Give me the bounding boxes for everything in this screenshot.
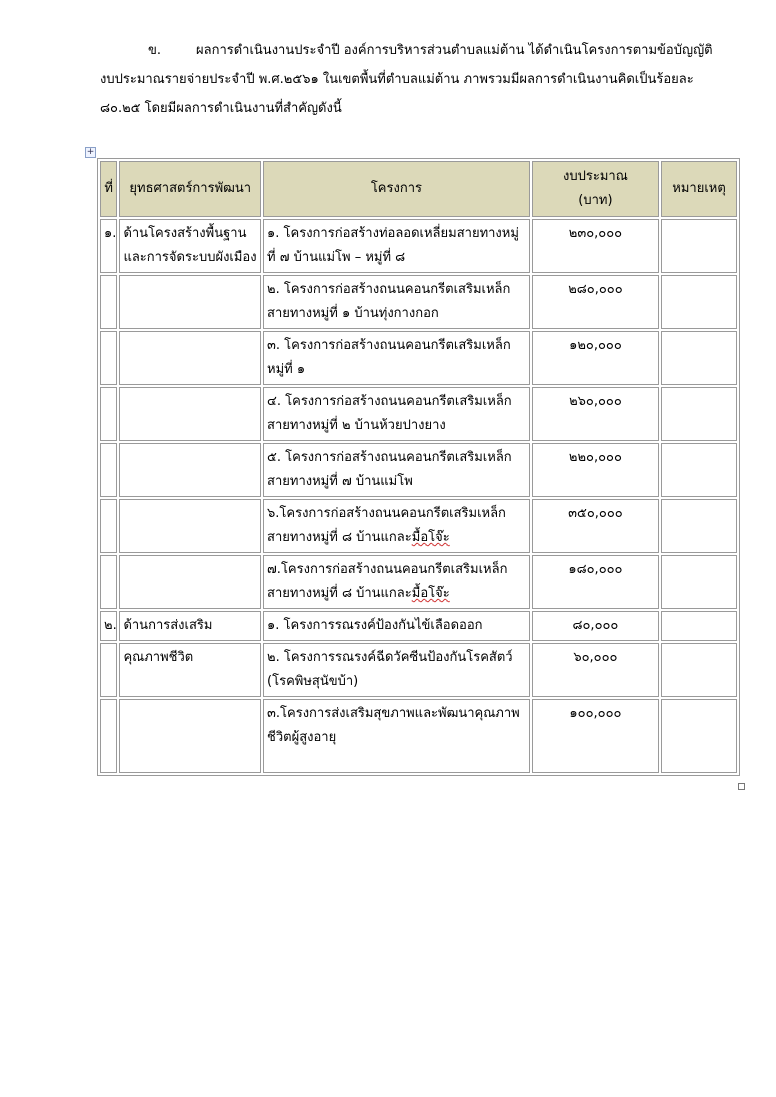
intro-paragraph <box>100 36 730 123</box>
cell-budget: ๒๖๐,๐๐๐ <box>532 387 659 441</box>
cell-budget: ๒๓๐,๐๐๐ <box>532 219 659 273</box>
table-row <box>100 275 737 329</box>
cell-project-text: ๖.โครงการก่อสร้างถนนคอนกรีตเสริมเหล็ก สายทางหมู่ที่ ๘ บ้านแกละ <box>267 506 506 545</box>
header-budget <box>532 161 659 217</box>
table-row <box>100 219 737 273</box>
cell-strategy: ด้านการส่งเสริม <box>119 611 261 641</box>
cell-no <box>100 443 117 497</box>
cell-strategy <box>119 275 261 329</box>
cell-project-spell-flag: มื้อโจ๊ะ <box>411 586 450 601</box>
table-header-row <box>100 161 737 217</box>
table-row <box>100 499 737 553</box>
paragraph-line-1-text: ผลการดำเนินงานประจำปี องค์การบริหารส่วนตำบลแม่ต้าน ได้ดำเนินโครงการตามข้อบัญญัติ <box>196 43 713 58</box>
cell-strategy: ด้านโครงสร้างพื้นฐาน และการจัดระบบผังเมือง <box>119 219 261 273</box>
cell-strategy <box>119 387 261 441</box>
cell-strategy <box>119 443 261 497</box>
cell-remark <box>661 275 737 329</box>
cell-no <box>100 499 117 553</box>
cell-budget: ๑๘๐,๐๐๐ <box>532 555 659 609</box>
paragraph-lead: ข. <box>148 43 162 58</box>
paragraph-line-3: ๘๐.๒๕ โดยมีผลการดำเนินงานที่สำคัญดังนี้ <box>100 101 342 116</box>
header-budget-line-2: (บาท) <box>578 193 613 208</box>
cell-strategy <box>119 499 261 553</box>
cell-no: ๒. <box>100 611 117 641</box>
cell-no <box>100 643 117 697</box>
header-remark: หมายเหตุ <box>661 161 737 217</box>
header-budget-line-1: งบประมาณ <box>563 169 628 184</box>
cell-remark <box>661 699 737 773</box>
cell-project: ๒. โครงการรณรงค์ฉีดวัคซีนป้องกันโรคสัตว์ (โรคพิษสุนัขบ้า) <box>263 643 530 697</box>
cell-no <box>100 331 117 385</box>
table-row <box>100 699 737 773</box>
table-row <box>100 643 737 697</box>
cell-budget: ๒๒๐,๐๐๐ <box>532 443 659 497</box>
table-row <box>100 443 737 497</box>
cell-strategy: คุณภาพชีวิต <box>119 643 261 697</box>
cell-no: ๑. <box>100 219 117 273</box>
table-row <box>100 555 737 609</box>
cell-remark <box>661 499 737 553</box>
cell-remark <box>661 643 737 697</box>
cell-budget: ๑๒๐,๐๐๐ <box>532 331 659 385</box>
cell-no <box>100 555 117 609</box>
table-row <box>100 611 737 641</box>
cell-no <box>100 387 117 441</box>
cell-remark <box>661 611 737 641</box>
cell-project: ๑. โครงการรณรงค์ป้องกันไข้เลือดออก <box>263 611 530 641</box>
cell-project: ๓.โครงการส่งเสริมสุขภาพและพัฒนาคุณภาพ ชีวิตผู้สูงอายุ <box>263 699 530 773</box>
cell-budget: ๓๕๐,๐๐๐ <box>532 499 659 553</box>
cell-no <box>100 275 117 329</box>
cell-project-text: ๗.โครงการก่อสร้างถนนคอนกรีตเสริมเหล็ก สายทางหมู่ที่ ๘ บ้านแกละ <box>267 562 508 601</box>
cell-project: ๓. โครงการก่อสร้างถนนคอนกรีตเสริมเหล็ก หมู่ที่ ๑ <box>263 331 530 385</box>
cell-strategy <box>119 331 261 385</box>
cell-project: ๕. โครงการก่อสร้างถนนคอนกรีตเสริมเหล็ก สายทางหมู่ที่ ๗ บ้านแม่โพ <box>263 443 530 497</box>
header-no: ที่ <box>100 161 117 217</box>
cell-budget: ๒๘๐,๐๐๐ <box>532 275 659 329</box>
cell-remark <box>661 387 737 441</box>
cell-budget: ๘๐,๐๐๐ <box>532 611 659 641</box>
cell-project: ๑. โครงการก่อสร้างท่อลอดเหลี่ยมสายทางหมู่ที่ ๗ บ้านแม่โพ – หมู่ที่ ๘ <box>263 219 530 273</box>
cell-no <box>100 699 117 773</box>
cell-budget: ๑๐๐,๐๐๐ <box>532 699 659 773</box>
cell-project: ๔. โครงการก่อสร้างถนนคอนกรีตเสริมเหล็ก สายทางหมู่ที่ ๒ บ้านห้วยปางยาง <box>263 387 530 441</box>
project-budget-table <box>97 158 740 776</box>
header-project: โครงการ <box>263 161 530 217</box>
table-row <box>100 331 737 385</box>
cell-remark <box>661 443 737 497</box>
table-move-handle-icon[interactable]: + <box>86 147 95 157</box>
cell-remark <box>661 219 737 273</box>
cell-project <box>263 555 530 609</box>
cell-remark <box>661 555 737 609</box>
table-row <box>100 387 737 441</box>
cell-strategy <box>119 699 261 773</box>
cell-remark <box>661 331 737 385</box>
paragraph-line-2: งบประมาณรายจ่ายประจำปี พ.ศ.๒๕๖๑ ในเขตพื้นที่ตำบลแม่ต้าน ภาพรวมมีผลการดำเนินงานคิดเป็นร้อยละ <box>100 72 694 87</box>
cell-project-spell-flag: มื้อโจ๊ะ <box>411 530 450 545</box>
paragraph-line-1 <box>100 36 730 65</box>
cell-strategy <box>119 555 261 609</box>
table-resize-handle[interactable] <box>738 783 745 790</box>
header-strategy: ยุทธศาสตร์การพัฒนา <box>119 161 261 217</box>
cell-project: ๒. โครงการก่อสร้างถนนคอนกรีตเสริมเหล็ก สายทางหมู่ที่ ๑ บ้านทุ่งกางกอก <box>263 275 530 329</box>
cell-project <box>263 499 530 553</box>
cell-budget: ๖๐,๐๐๐ <box>532 643 659 697</box>
